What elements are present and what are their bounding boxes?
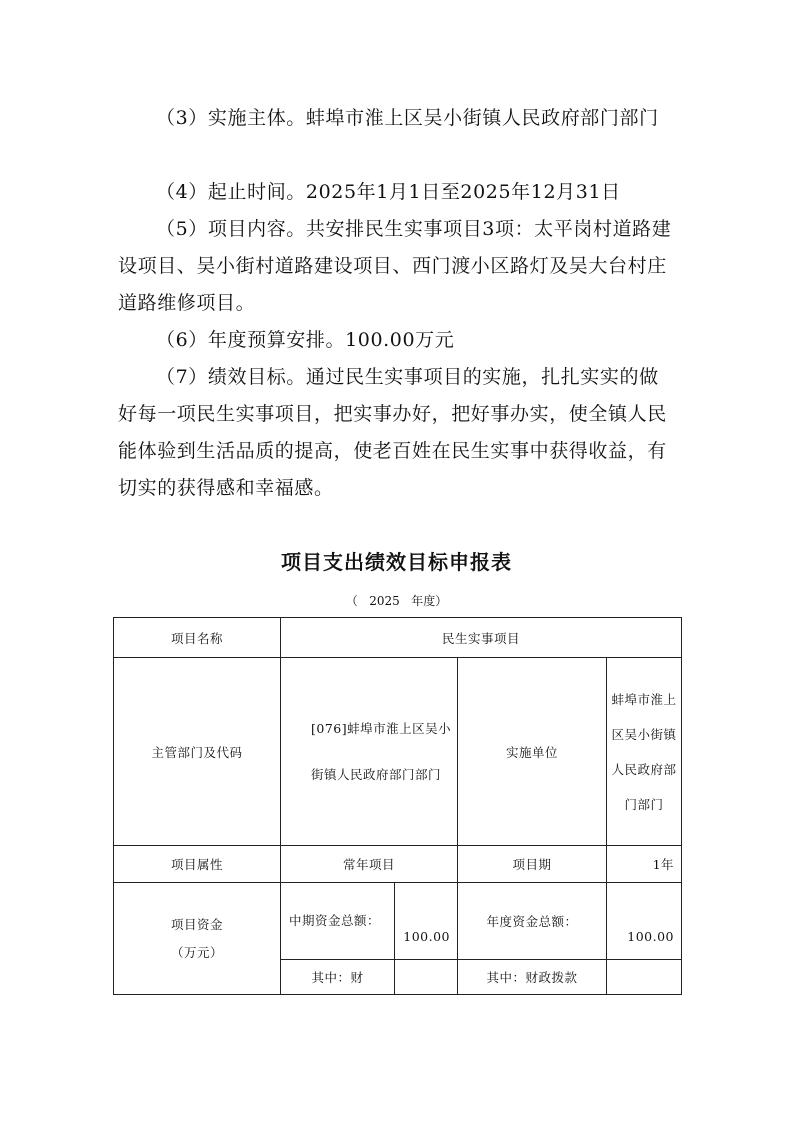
row-project-name bbox=[114, 618, 682, 658]
period-value: 1年 bbox=[607, 846, 682, 883]
impl-label: 实施单位 bbox=[458, 658, 607, 846]
project-name-label: 项目名称 bbox=[114, 618, 281, 658]
item-3: （3）实施主体。蚌埠市淮上区吴小街镇人民政府部门部门 bbox=[156, 107, 659, 129]
item-5: （5）项目内容。共安排民生实事项目3项：太平岗村道路建设项目、吴小街村道路建设项目、西门渡小区路灯及吴大台村庄道路维修项目。 bbox=[118, 218, 672, 314]
item-4: （4）起止时间。2025年1月1日至2025年12月31日 bbox=[156, 181, 621, 203]
row-dept bbox=[114, 658, 682, 846]
mid-total-label: 中期资金总额： bbox=[281, 883, 395, 960]
fund-label-cell bbox=[114, 883, 281, 995]
of-which-fin-alloc: 其中：财政拨款 bbox=[458, 960, 607, 995]
row-attr bbox=[114, 846, 682, 883]
attr-label: 项目属性 bbox=[114, 846, 281, 883]
annual-total-label: 年度资金总额： bbox=[458, 883, 607, 960]
row-fund bbox=[114, 883, 682, 960]
impl-value: 蚌埠市淮上区吴小街镇人民政府部门部门 bbox=[607, 658, 682, 846]
dept-value: [076]蚌埠市淮上区吴小街镇人民政府部门部门 bbox=[281, 658, 458, 846]
of-which-alloc-empty bbox=[607, 960, 682, 995]
period-label: 项目期 bbox=[458, 846, 607, 883]
annual-total-value: 100.00 bbox=[607, 883, 682, 960]
performance-form-table bbox=[113, 617, 682, 995]
project-name-value: 民生实事项目 bbox=[281, 618, 682, 658]
of-which-empty bbox=[395, 960, 458, 995]
fund-unit: （万元） bbox=[170, 944, 223, 960]
dept-label: 主管部门及代码 bbox=[114, 658, 281, 846]
attr-value: 常年项目 bbox=[281, 846, 458, 883]
fund-label: 项目资金 bbox=[170, 916, 223, 932]
of-which-fin: 其中：财 bbox=[281, 960, 395, 995]
form-title: 项目支出绩效目标申报表 bbox=[281, 550, 512, 574]
mid-total-value: 100.00 bbox=[395, 883, 458, 960]
item-6: （6）年度预算安排。100.00万元 bbox=[156, 329, 455, 351]
year-line: （ 2025 年度） bbox=[345, 594, 448, 608]
item-7: （7）绩效目标。通过民生实事项目的实施，扎扎实实的做好每一项民生实事项目，把实事办好，把好事办实，使全镇人民能体验到生活品质的提高，使老百姓在民生实事中获得收益，有切实的获得感和幸福感。 bbox=[118, 366, 667, 499]
